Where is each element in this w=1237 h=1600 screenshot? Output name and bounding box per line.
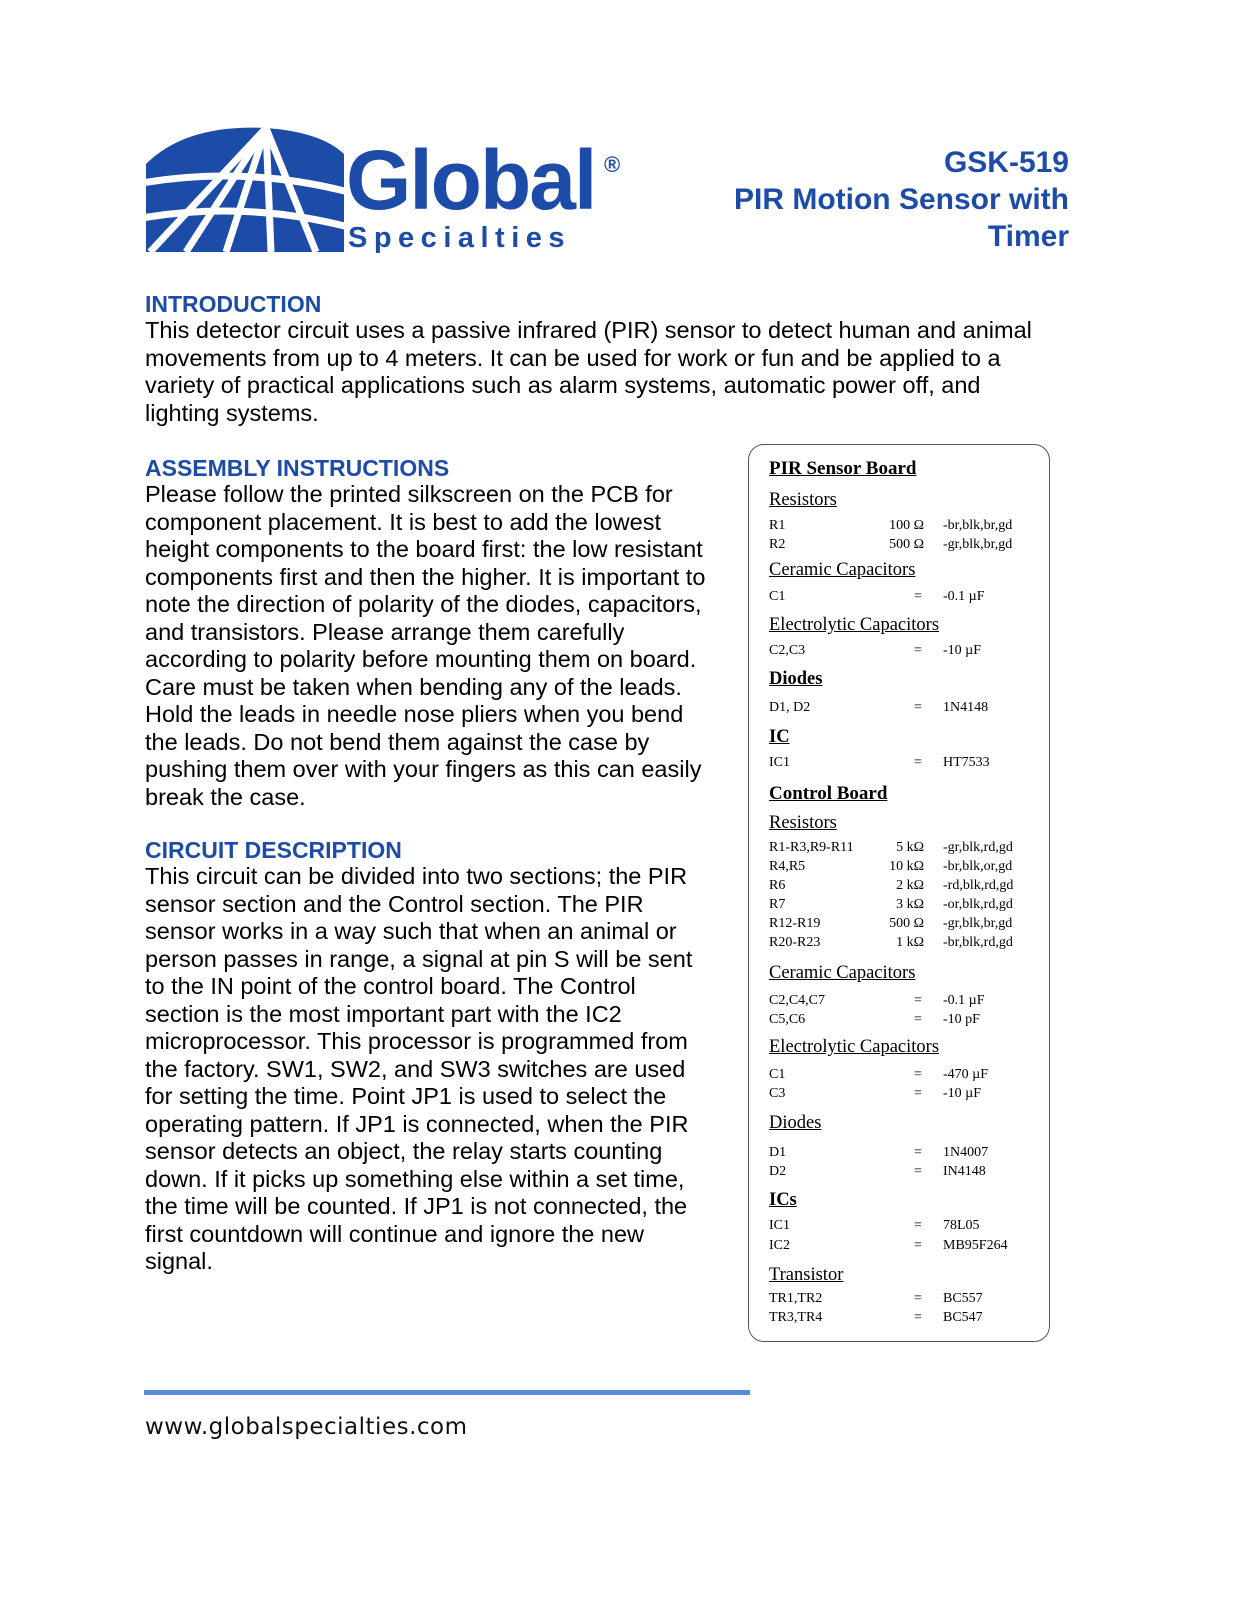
part-ref: C2,C3: [769, 643, 806, 658]
part-code: -470 µF: [943, 1067, 989, 1082]
part-ref: R12-R19: [769, 916, 821, 931]
text-line: sensor works in a way such that when an animal or: [145, 918, 677, 944]
part-code: -br,blk,br,gd: [943, 518, 1013, 533]
equals-sign: =: [914, 1310, 922, 1325]
equals-sign: =: [914, 1291, 922, 1306]
footer-rule: [144, 1390, 750, 1395]
pir-resistors-heading: Resistors: [769, 490, 837, 510]
text-line: to the IN point of the control board. The Control: [145, 973, 636, 999]
part-row: [769, 537, 1049, 555]
equals-sign: =: [914, 1164, 922, 1179]
logo-wordmark: Global: [346, 133, 596, 227]
logo-subtitle: Specialties: [348, 222, 572, 254]
part-row: [769, 1012, 1049, 1030]
part-ref: R6: [769, 878, 786, 893]
text-line: Care must be taken when bending any of the leads.: [145, 673, 682, 700]
text-line: Please follow the printed silkscreen on the PCB for: [145, 481, 673, 507]
globe-dome-icon: [146, 124, 346, 254]
registered-mark: ®: [604, 152, 621, 177]
control-diodes-heading: Diodes: [769, 1113, 822, 1133]
part-ref: TR1,TR2: [769, 1291, 823, 1306]
part-row: [769, 935, 1049, 953]
text-line: This circuit can be divided into two sections; the PIR: [145, 863, 688, 889]
assembly-text: [145, 481, 735, 811]
part-code: -10 pF: [943, 1012, 980, 1027]
text-line: operating pattern. If JP1 is connected, when the PIR: [145, 1110, 689, 1137]
equals-sign: =: [914, 993, 922, 1008]
title-line-1: PIR Motion Sensor with: [734, 183, 1069, 216]
part-value: 500 Ω: [889, 916, 924, 931]
title-line-2: Timer: [987, 220, 1069, 253]
control-ceramic-heading: Ceramic Capacitors: [769, 963, 916, 983]
text-line: sensor section and the Control section. The PIR: [145, 890, 644, 917]
part-code: HT7533: [943, 755, 990, 770]
introduction-text: [145, 317, 1065, 427]
part-ref: IC1: [769, 755, 790, 770]
part-code: -or,blk,rd,gd: [943, 897, 1013, 912]
pir-ceramic-heading: Ceramic Capacitors: [769, 560, 916, 580]
text-line: down. If it picks up something else within a set time,: [145, 1165, 685, 1192]
equals-sign: =: [914, 589, 922, 604]
equals-sign: =: [914, 1086, 922, 1101]
part-ref: C1: [769, 589, 786, 604]
part-row: [769, 1067, 1049, 1085]
part-row: [769, 859, 1049, 877]
parts-list-box: [748, 444, 1050, 1342]
text-line: pushing them over with your fingers as this can easily: [145, 756, 702, 782]
part-ref: C5,C6: [769, 1012, 806, 1027]
part-row: [769, 755, 1049, 773]
text-line: person passes in range, a signal at pin S will be sent: [145, 945, 693, 972]
text-line: Hold the leads in needle nose pliers when you bend: [145, 701, 684, 727]
text-line: the factory. SW1, SW2, and SW3 switches are used: [145, 1055, 686, 1082]
equals-sign: =: [914, 643, 922, 658]
part-row: [769, 518, 1049, 536]
equals-sign: =: [914, 1012, 922, 1027]
control-ics-heading: ICs: [769, 1190, 797, 1210]
text-line: the leads. Do not bend them against the case by: [145, 728, 650, 755]
text-line: height components to the board first: the low resistant: [145, 536, 703, 562]
control-transistor-heading: Transistor: [769, 1265, 844, 1285]
text-line: first countdown will continue and ignore the new: [145, 1220, 645, 1247]
equals-sign: =: [914, 1238, 922, 1253]
part-ref: R1: [769, 518, 786, 533]
part-code: -0.1 µF: [943, 993, 985, 1008]
part-code: 1N4148: [943, 700, 989, 715]
part-code: -10 µF: [943, 643, 982, 658]
introduction-heading: INTRODUCTION: [145, 291, 322, 317]
text-line: sensor detects an object, the relay starts counting: [145, 1138, 663, 1164]
part-ref: IC1: [769, 1218, 790, 1233]
part-ref: TR3,TR4: [769, 1310, 823, 1325]
company-logo: [146, 124, 636, 260]
part-row: [769, 840, 1049, 858]
part-code: BC557: [943, 1291, 983, 1306]
part-code: -gr,blk,rd,gd: [943, 840, 1013, 855]
equals-sign: =: [914, 1145, 922, 1160]
part-value: 10 kΩ: [889, 859, 924, 874]
part-row: [769, 897, 1049, 915]
assembly-heading: ASSEMBLY INSTRUCTIONS: [145, 455, 450, 481]
footer-url: www.globalspecialties.com: [145, 1414, 468, 1440]
text-line: break the case.: [145, 783, 306, 810]
part-ref: C3: [769, 1086, 786, 1101]
part-row: [769, 1238, 1049, 1256]
text-line: variety of practical applications such as alarm systems, automatic power off, and: [145, 372, 981, 398]
part-ref: R4,R5: [769, 859, 806, 874]
part-ref: R1-R3,R9-R11: [769, 840, 854, 855]
part-ref: R7: [769, 897, 786, 912]
part-ref: C2,C4,C7: [769, 993, 826, 1008]
part-row: [769, 993, 1049, 1011]
text-line: This detector circuit uses a passive infrared (PIR) sensor to detect human and animal: [145, 317, 1032, 343]
part-ref: IC2: [769, 1238, 790, 1253]
part-value: 3 kΩ: [896, 897, 924, 912]
text-line: component placement. It is best to add the lowest: [145, 508, 661, 535]
control-board-heading: Control Board: [769, 783, 888, 804]
part-code: -10 µF: [943, 1086, 982, 1101]
part-code: 1N4007: [943, 1145, 989, 1160]
part-code: -rd,blk,rd,gd: [943, 878, 1014, 893]
part-row: [769, 1086, 1049, 1104]
part-code: 78L05: [943, 1218, 980, 1233]
part-row: [769, 1218, 1049, 1236]
part-ref: D2: [769, 1164, 787, 1179]
part-row: [769, 700, 1049, 718]
part-row: [769, 1145, 1049, 1163]
part-value: 500 Ω: [889, 537, 924, 552]
part-value: 100 Ω: [889, 518, 924, 533]
part-row: [769, 916, 1049, 934]
part-value: 5 kΩ: [896, 840, 924, 855]
part-ref: R20-R23: [769, 935, 821, 950]
circuit-heading: CIRCUIT DESCRIPTION: [145, 837, 402, 863]
pir-board-heading: PIR Sensor Board: [769, 458, 917, 479]
document-title: [649, 144, 1069, 255]
text-line: according to polarity before mounting them on board.: [145, 646, 697, 672]
part-code: -br,blk,or,gd: [943, 859, 1013, 874]
part-row: [769, 1164, 1049, 1182]
equals-sign: =: [914, 700, 922, 715]
part-row: [769, 589, 1049, 607]
control-resistors-heading: Resistors: [769, 813, 837, 833]
text-line: movements from up to 4 meters. It can be used for work or fun and be applied to a: [145, 344, 1001, 371]
text-line: for setting the time. Point JP1 is used to select the: [145, 1083, 667, 1109]
text-line: lighting systems.: [145, 399, 319, 426]
pir-diodes-heading: Diodes: [769, 669, 823, 689]
text-line: the time will be counted. If JP1 is not connected, the: [145, 1193, 688, 1219]
text-line: components first and then the higher. It is important to: [145, 563, 706, 590]
part-code: -br,blk,rd,gd: [943, 935, 1013, 950]
part-code: MB95F264: [943, 1238, 1008, 1253]
text-line: signal.: [145, 1248, 213, 1274]
part-ref: D1: [769, 1145, 787, 1160]
part-value: 1 kΩ: [896, 935, 924, 950]
part-ref: C1: [769, 1067, 786, 1082]
text-line: note the direction of polarity of the diodes, capacitors,: [145, 591, 702, 617]
part-code: -gr,blk,br,gd: [943, 537, 1013, 552]
text-line: and transistors. Please arrange them carefully: [145, 618, 625, 645]
equals-sign: =: [914, 1218, 922, 1233]
part-ref: R2: [769, 537, 786, 552]
part-row: [769, 643, 1049, 661]
equals-sign: =: [914, 1067, 922, 1082]
part-code: BC547: [943, 1310, 983, 1325]
pir-electrolytic-heading: Electrolytic Capacitors: [769, 615, 940, 635]
part-code: -gr,blk,br,gd: [943, 916, 1013, 931]
text-line: microprocessor. This processor is programmed from: [145, 1028, 688, 1054]
control-electrolytic-heading: Electrolytic Capacitors: [769, 1037, 940, 1057]
part-ref: D1, D2: [769, 700, 811, 715]
pir-ic-heading: IC: [769, 727, 790, 747]
part-row: [769, 878, 1049, 896]
circuit-text: [145, 863, 735, 1276]
part-row: [769, 1310, 1049, 1328]
product-code: GSK-519: [943, 146, 1069, 179]
text-line: section is the most important part with the IC2: [145, 1000, 622, 1027]
part-code: -0.1 µF: [943, 589, 985, 604]
part-row: [769, 1291, 1049, 1309]
part-value: 2 kΩ: [896, 878, 924, 893]
part-code: IN4148: [943, 1164, 986, 1179]
equals-sign: =: [914, 755, 922, 770]
